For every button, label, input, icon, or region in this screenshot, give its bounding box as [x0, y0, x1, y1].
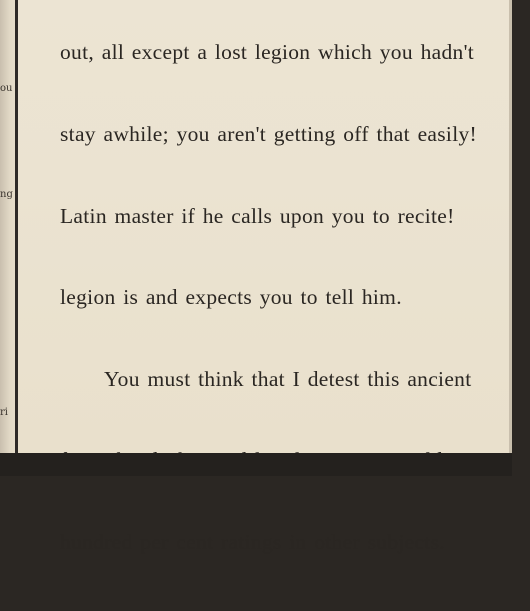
text-line: legion is and expects you to tell him. [60, 285, 402, 310]
body-text [60, 0, 530, 611]
text-line: out, all except a lost legion which you hadn't [60, 40, 475, 65]
margin-mark: ou [0, 83, 13, 94]
text-line: Latin master if he calls upon you to recite! [60, 203, 455, 228]
scan-border [0, 453, 512, 476]
margin-mark: ri [0, 407, 8, 418]
text-line: stay awhile; you aren't getting off that easily! [60, 122, 477, 147]
paragraph-first-line: You must think that I detest this ancient [104, 366, 472, 391]
text-line: hundred per cent ratings in other subjects. [60, 530, 445, 555]
margin-mark: ng [0, 189, 13, 200]
binding-line [15, 0, 18, 453]
